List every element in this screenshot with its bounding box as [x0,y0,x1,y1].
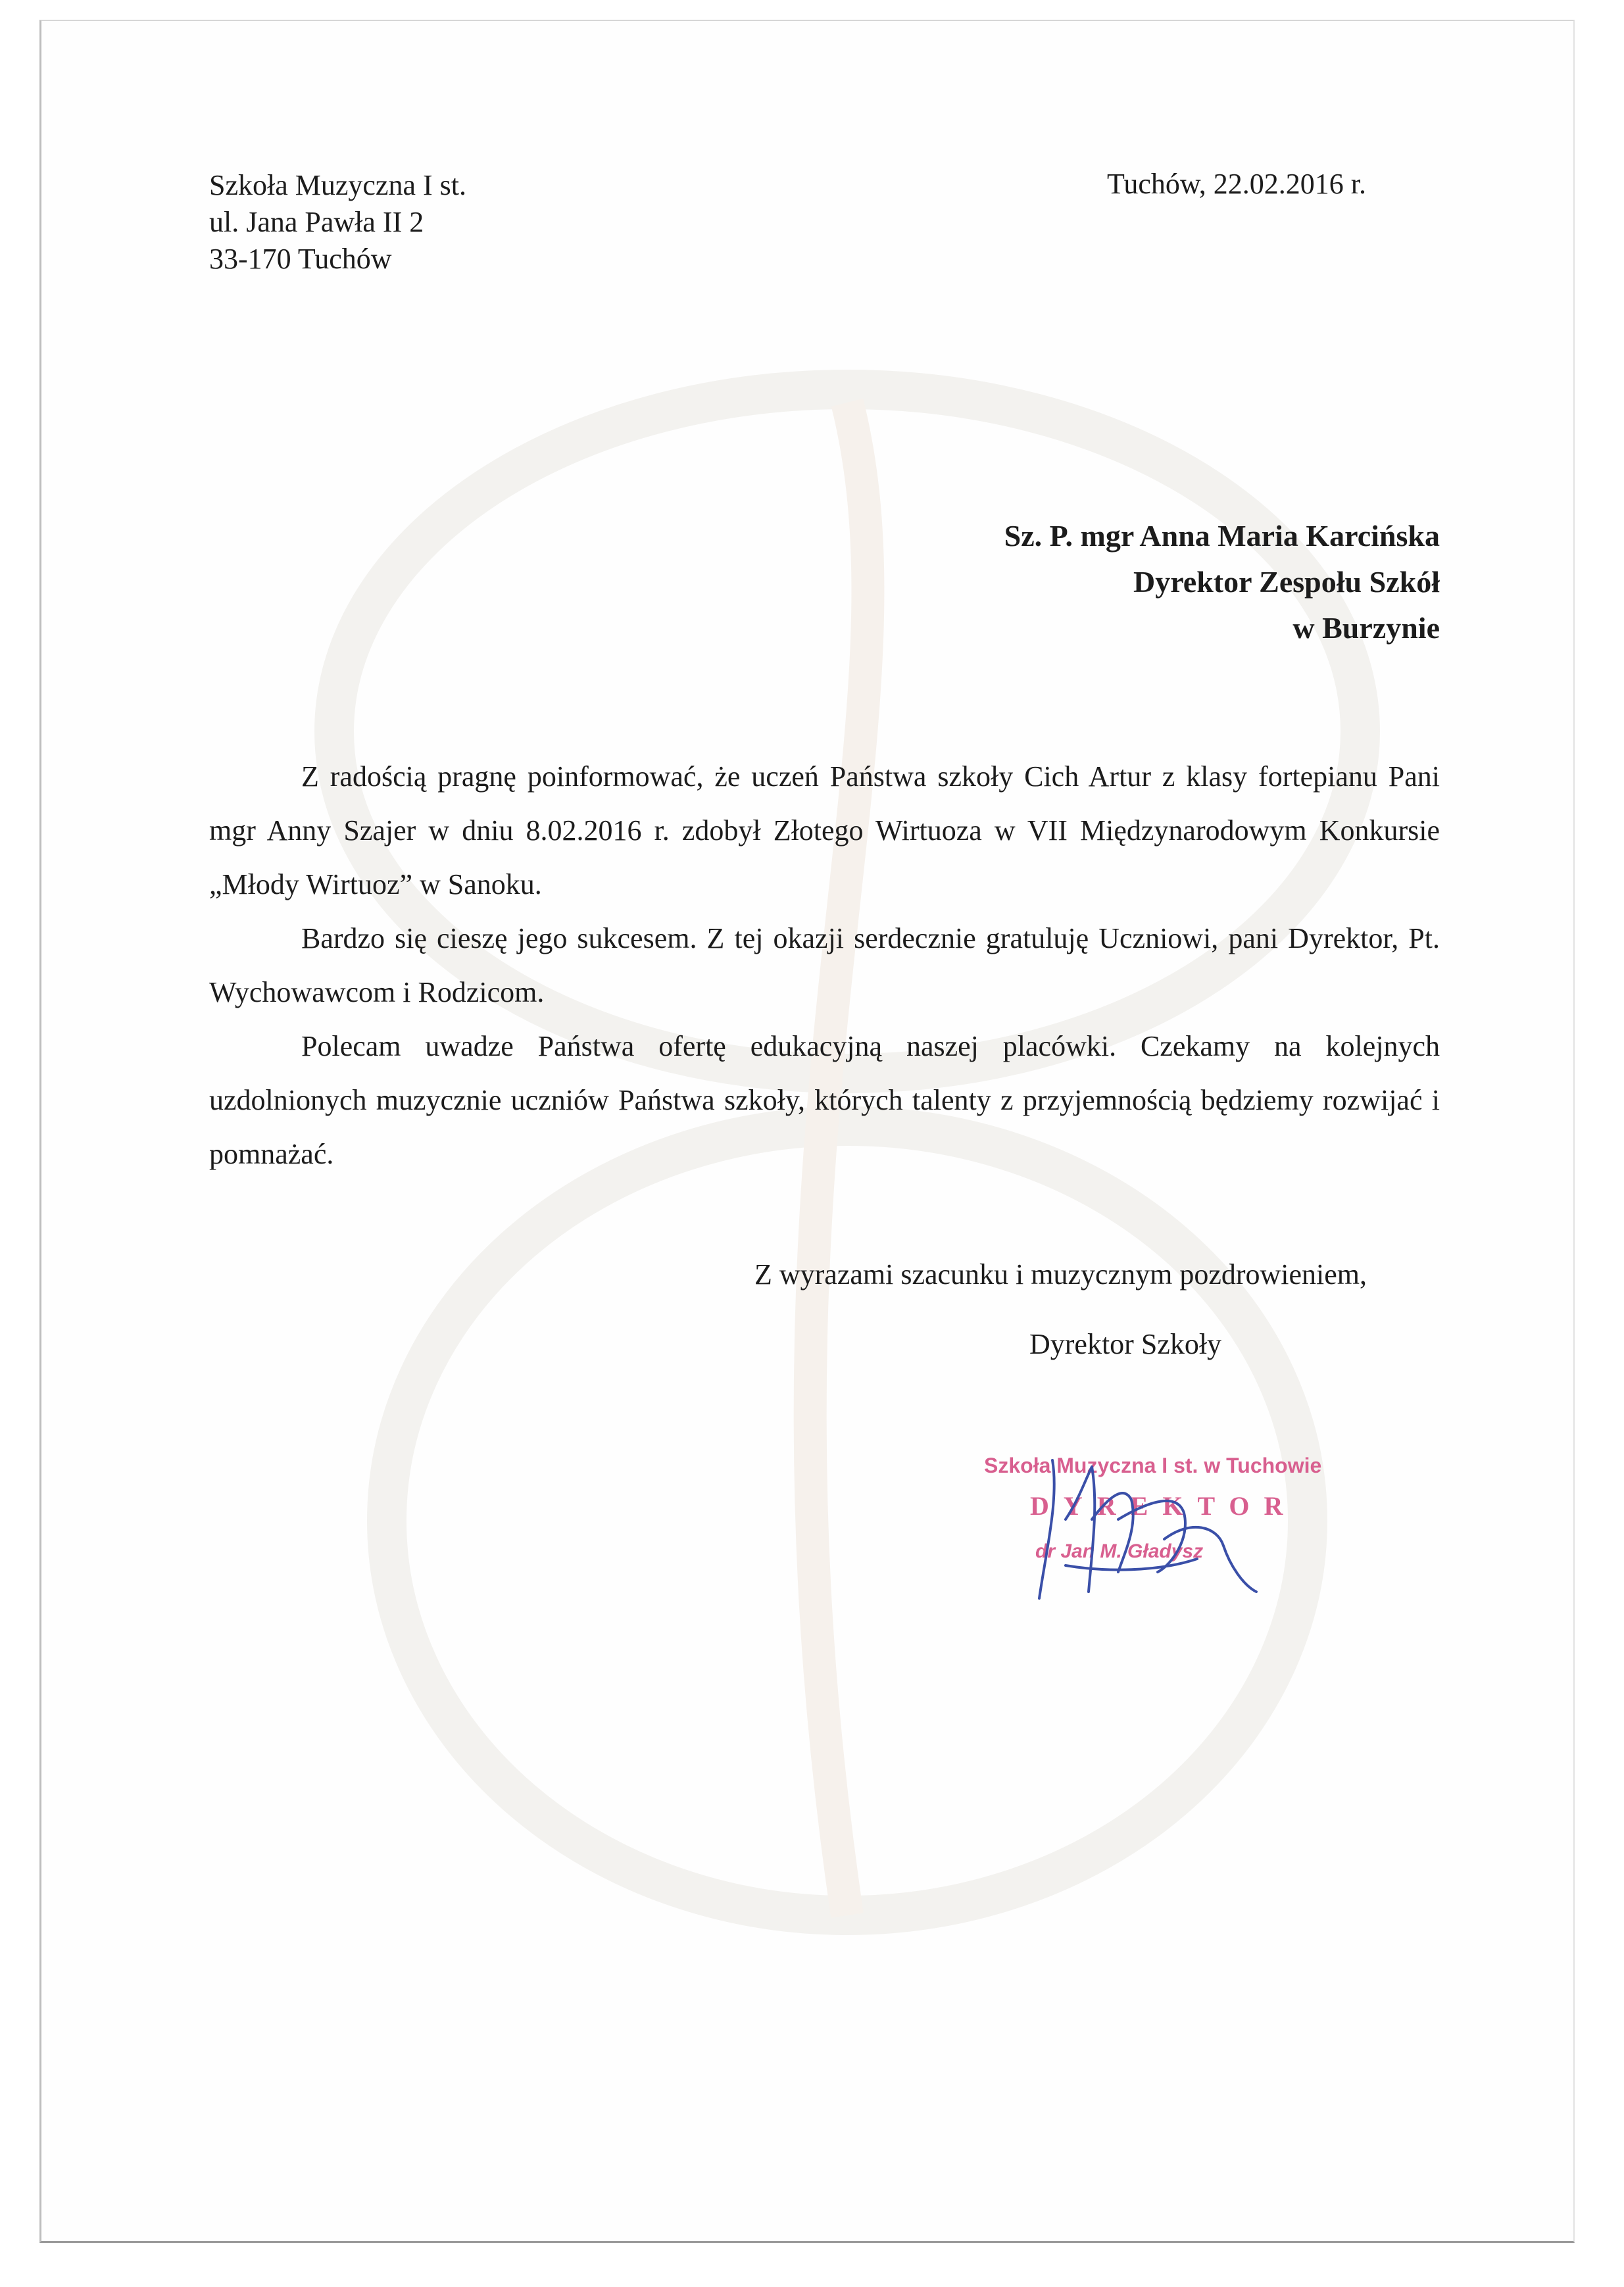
stamp-line-3: dr Jan M. Gładysz [1035,1540,1204,1562]
handwritten-signature [1026,1440,1276,1618]
sender-line-1: Szkoła Muzyczna I st. [209,169,466,201]
signatory-role: Dyrektor Szkoły [1029,1328,1222,1360]
stamp-line-2: DYREKTOR [1030,1491,1298,1521]
closing-line: Z wyrazami szacunku i muzycznym pozdrowieniem, [754,1258,1367,1291]
body-paragraph-3: Polecam uwadze Państwa ofertę edukacyjną naszej placówki. Czekamy na kolejnych uzdolnionych muzycznie uczniów Państwa szkoły, których talenty z przyjemnością będziemy rozwijać i pomnażać. [209,1030,1440,1170]
sender-address [209,167,466,278]
recipient-block [1004,513,1440,651]
body-paragraph-2: Bardzo się cieszę jego sukcesem. Z tej okazji serdecznie gratuluję Uczniowi, pani Dyrektor, Pt. Wychowawcom i Rodzicom. [209,922,1440,1008]
recipient-line-3: w Burzynie [1292,611,1440,645]
recipient-line-2: Dyrektor Zespołu Szkół [1133,565,1440,599]
letter-body [209,750,1440,1181]
sender-line-2: ul. Jana Pawła II 2 [209,206,424,238]
body-paragraph-1: Z radością pragnę poinformować, że uczeń Państwa szkoły Cich Artur z klasy fortepianu Pani mgr Anny Szajer w dniu 8.02.2016 r. zdobył Złotego Wirtuoza w VII Międzynarodowym Konkursie „Młody Wirtuoz” w Sanoku. [209,760,1440,900]
stamp-line-1: Szkoła Muzyczna I st. w Tuchowie [984,1454,1322,1477]
recipient-line-1: Sz. P. mgr Anna Maria Karcińska [1004,519,1440,553]
letter-date: Tuchów, 22.02.2016 r. [1107,168,1367,200]
sender-line-3: 33-170 Tuchów [209,243,392,275]
